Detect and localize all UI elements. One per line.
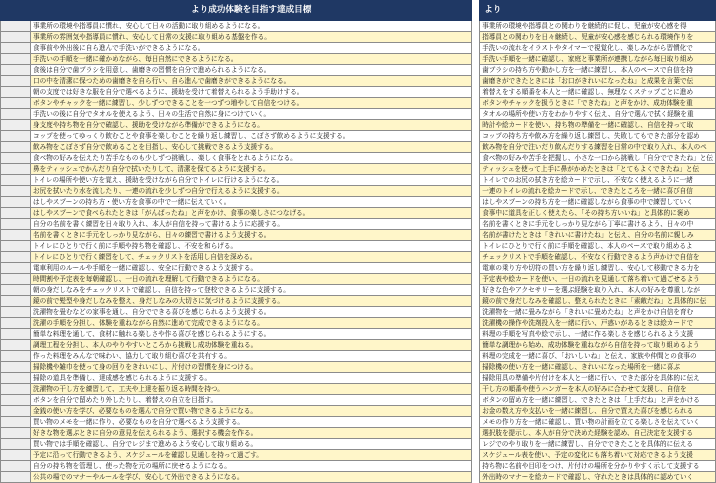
support-cell[interactable]: トイレにひとりで行く前に手順を確認し、本人のペースで取り組めるよ [480, 241, 716, 252]
goal-cell[interactable]: 自分の持ち物を管理し、使った物を元の場所に戻せるようになる。 [31, 461, 472, 472]
row-number-cell[interactable] [1, 153, 31, 164]
table-row [1, 87, 716, 98]
support-cell[interactable]: 食事中に道具を正しく使えたら、「その持ち方いいね」と具体的に褒め [480, 208, 716, 219]
support-cell[interactable]: 歯磨きができたときには「お口がきれいになったね」と成果を言葉で伝 [480, 76, 716, 87]
goal-cell[interactable]: 事業所の雰囲気や指導員に慣れ、安心して日常の支援に取り組める基盤を作る。 [31, 32, 472, 43]
row-number-cell[interactable] [1, 384, 31, 395]
spacer-cell[interactable] [472, 252, 480, 263]
row-number-cell[interactable] [1, 472, 31, 483]
table-row [1, 263, 716, 274]
table-row [1, 54, 716, 65]
spacer-cell[interactable] [472, 208, 480, 219]
support-cell[interactable]: 食べ物の好みや苦手を把握し、小さな一口から挑戦し「自分でできたね」と伝 [480, 153, 716, 164]
table-row [1, 252, 716, 263]
table-row [1, 241, 716, 252]
support-cell[interactable]: 指導員との関わりを日々継続し、児童が安心感を感じられる環境作りを [480, 32, 716, 43]
table-row [1, 362, 716, 373]
table-row [1, 76, 716, 87]
row-number-cell[interactable] [1, 230, 31, 241]
support-cell[interactable]: 掃除用具の準備や片付けを本人と一緒に行い、できた部分を具体的に伝え [480, 373, 716, 384]
row-number-cell[interactable] [1, 417, 31, 428]
support-cell[interactable]: 歯ブラシの持ち方や動かし方を一緒に練習し、本人のペースで自信を持 [480, 65, 716, 76]
table-row [1, 406, 716, 417]
spacer-cell[interactable] [472, 296, 480, 307]
row-number-cell[interactable] [1, 219, 31, 230]
table-row [1, 351, 716, 362]
table-row [1, 219, 716, 230]
goal-cell[interactable]: 洗濯物を畳むなどの家事を通し、自分でできる喜びを感じられるよう支援する。 [31, 307, 472, 318]
row-number-cell[interactable] [1, 439, 31, 450]
spacer-cell[interactable] [472, 274, 480, 285]
goal-cell[interactable]: トイレにひとりで行く練習をして、チェックリストを活用し自信を深める。 [31, 252, 472, 263]
support-cell[interactable]: 干し方の順番や使うハンガーを本人の好みに合わせて支援し、自信を [480, 384, 716, 395]
table-row [1, 65, 716, 76]
spacer-cell[interactable] [472, 230, 480, 241]
row-header-cell[interactable] [1, 1, 31, 21]
row-number-cell[interactable] [1, 285, 31, 296]
table-row [1, 186, 716, 197]
row-number-cell[interactable] [1, 241, 31, 252]
table-row [1, 395, 716, 406]
table-row [1, 285, 716, 296]
support-cell[interactable]: 洗濯機の操作や洗剤投入を一緒に行い、戸惑いがあるときは絵カードで [480, 318, 716, 329]
goal-cell[interactable]: お尻を拭いたり水を流したり、一連の流れを少しずつ自分で行えるように支援する。 [31, 186, 472, 197]
table-row [1, 230, 716, 241]
row-number-cell[interactable] [1, 164, 31, 175]
row-number-cell[interactable] [1, 65, 31, 76]
goal-cell[interactable]: ボタンを自分で留めたり外したりし、着替えの自立を目指す。 [31, 395, 472, 406]
support-cell[interactable]: 持ち物に名前や目印をつけ、片付けの場所を分かりやすく示して支援する [480, 461, 716, 472]
spacer-cell[interactable] [472, 1, 480, 21]
spacer-cell[interactable] [472, 76, 480, 87]
row-number-cell[interactable] [1, 307, 31, 318]
table-row [1, 439, 716, 450]
spacer-cell[interactable] [472, 120, 480, 131]
table-row [1, 43, 716, 54]
table-row [1, 318, 716, 329]
goal-cell[interactable]: 電車利用のルールや手順を一緒に確認し、安全に行動できるよう支援する。 [31, 263, 472, 274]
support-cell[interactable]: 鏡の前で身だしなみを確認し、整えられたときに「素敵だね」と具体的に伝 [480, 296, 716, 307]
spacer-cell[interactable] [472, 186, 480, 197]
row-number-cell[interactable] [1, 98, 31, 109]
table-row [1, 120, 716, 131]
spacer-cell[interactable] [472, 175, 480, 186]
row-number-cell[interactable] [1, 340, 31, 351]
spacer-cell[interactable] [472, 307, 480, 318]
spacer-cell[interactable] [472, 395, 480, 406]
spacer-cell[interactable] [472, 32, 480, 43]
goal-cell[interactable]: 買い物では手順を確認し、自分でレジまで進めるよう安心して取り組める。 [31, 439, 472, 450]
support-cell[interactable]: 時計や絵カードを使い、持ち物の準備を一緒に確認し、自信を持って取 [480, 120, 716, 131]
support-cell[interactable]: お金の数え方や支払いを一緒に練習し、自分で買えた喜びを感じられる [480, 406, 716, 417]
row-number-cell[interactable] [1, 76, 31, 87]
table-row [1, 373, 716, 384]
spacer-cell[interactable] [472, 450, 480, 461]
goal-cell[interactable]: 鏡の前で髪型や身だしなみを整え、身だしなみの大切さに気づけるように支援する。 [31, 296, 472, 307]
goal-cell[interactable]: 名前を書くときに手元をしっかり見ながら、日々の練習で書けるよう支援する。 [31, 230, 472, 241]
table-row [1, 461, 716, 472]
row-number-cell[interactable] [1, 274, 31, 285]
goal-cell[interactable]: 洗濯の手順を分担し、体験を重ねながら自然に進めて完成できるようになる。 [31, 318, 472, 329]
support-cell[interactable]: 名前を書くときに手元をしっかり見ながら丁寧に書けるよう、日々の中 [480, 219, 716, 230]
spacer-cell[interactable] [472, 373, 480, 384]
spacer-cell[interactable] [472, 285, 480, 296]
row-number-cell[interactable] [1, 197, 31, 208]
spacer-cell[interactable] [472, 153, 480, 164]
goal-cell[interactable]: 事業所の環境や指導員に慣れ、安心して日々の活動に取り組めるようになる。 [31, 21, 472, 32]
support-cell[interactable]: 選択肢を提示し、本人が自分で決めた経験を認め、自己決定を支援する [480, 428, 716, 439]
spacer-cell[interactable] [472, 197, 480, 208]
table-row [1, 175, 716, 186]
support-cell[interactable]: 名前が書けたときは「きれいに書けたね」と伝え、自分の名前に親しみ [480, 230, 716, 241]
spacer-cell[interactable] [472, 219, 480, 230]
spacer-cell[interactable] [472, 241, 480, 252]
row-number-cell[interactable] [1, 32, 31, 43]
spacer-cell[interactable] [472, 329, 480, 340]
goal-cell[interactable]: 飲み物をこぼさず自分で飲めることを目指し、安心して挑戦できるよう支援する。 [31, 142, 472, 153]
support-cell[interactable]: コップの持ち方や飲み方を繰り返し練習し、失敗してもできた部分を認め [480, 131, 716, 142]
table-row [1, 340, 716, 351]
spacer-cell[interactable] [472, 417, 480, 428]
spacer-cell[interactable] [472, 131, 480, 142]
goal-cell[interactable]: 鼻をティッシュでかんだり自分で拭いたりして、清潔を保てるように支援する。 [31, 164, 472, 175]
goal-cell[interactable]: はしやスプーンの持ち方・使い方を食事の中で一緒に伝えていく。 [31, 197, 472, 208]
row-number-cell[interactable] [1, 208, 31, 219]
row-number-cell[interactable] [1, 461, 31, 472]
row-number-cell[interactable] [1, 142, 31, 153]
header-row [1, 1, 716, 21]
table-row [1, 109, 716, 120]
table-row [1, 428, 716, 439]
goal-cell[interactable]: 食べ物の好みを伝えたり苦手なものも少しずつ挑戦し、楽しく食事をとれるようになる。 [31, 153, 472, 164]
support-cell[interactable]: 手洗い手順を一緒に確認し、家庭と事業所が連携しながら毎日取り組め [480, 54, 716, 65]
support-cell[interactable]: ボタンやチャックを扱うときに「できたね」と声をかけ、成功体験を重 [480, 98, 716, 109]
spacer-cell[interactable] [472, 340, 480, 351]
table-row [1, 142, 716, 153]
support-cell[interactable]: レジでのやり取りを一緒に練習し、自分でできたことを具体的に伝える [480, 439, 716, 450]
support-cell[interactable]: ティッシュを使って上手に鼻がかめたときは「とてもよくできたね」と伝 [480, 164, 716, 175]
support-cell[interactable]: 電車の乗り方や切符の買い方を繰り返し練習し、安心して移動できる力を [480, 263, 716, 274]
row-number-cell[interactable] [1, 43, 31, 54]
column-header-support[interactable]: より [480, 1, 716, 21]
row-number-cell[interactable] [1, 329, 31, 340]
goal-cell[interactable]: 手洗いの手順を一緒に確かめながら、毎日自然にできるようになる。 [31, 54, 472, 65]
table-row [1, 274, 716, 285]
goal-cell[interactable]: 自分の名前を書く練習を日々取り入れ、本人が自信を持って書けるように応援する。 [31, 219, 472, 230]
table-row [1, 32, 716, 43]
row-number-cell[interactable] [1, 450, 31, 461]
goal-cell[interactable]: トイレの場所や使い方を覚え、援助を受けながら自分でトイレに行けるようになる。 [31, 175, 472, 186]
goal-cell[interactable]: 作った料理をみんなで味わい、協力して取り組む喜びを共有する。 [31, 351, 472, 362]
support-cell[interactable]: ボタンの留め方を一緒に練習し、できたときは「上手だね」と声をかける [480, 395, 716, 406]
row-number-cell[interactable] [1, 318, 31, 329]
support-cell[interactable]: 事業所の環境や指導員との関わりを継続的に促し、児童が安心感を得 [480, 21, 716, 32]
goal-cell[interactable]: 身支度や持ち物を自分で確認し、援助を受けながら準備ができるようになる。 [31, 120, 472, 131]
support-cell[interactable]: トイレでのお尻の拭き方を絵カードで示し、不安なく使えるように一緒 [480, 175, 716, 186]
goal-cell[interactable]: 食事前や外出後に自ら進んで手洗いができるようになる。 [31, 43, 472, 54]
table-row [1, 472, 716, 483]
spacer-cell[interactable] [472, 384, 480, 395]
goal-cell[interactable]: 掃除の道具を準備し、達成感を感じられるように支援する。 [31, 373, 472, 384]
spacer-cell[interactable] [472, 428, 480, 439]
support-cell[interactable]: 簡単な調理から始め、成功体験を重ねながら自信を持って取り組めるよう [480, 340, 716, 351]
support-cell[interactable]: 一連のトイレの流れを絵カードで示し、できたところを一緒に喜び自信 [480, 186, 716, 197]
support-cell[interactable]: 掃除機の使い方を一緒に確認し、きれいになった場所を一緒に喜ぶ [480, 362, 716, 373]
spacer-cell[interactable] [472, 21, 480, 32]
spacer-cell[interactable] [472, 109, 480, 120]
goal-cell[interactable]: 朝の支度では好きな服を自分で選べるように、援助を受けて着替えられるよう手助けする。 [31, 87, 472, 98]
goal-cell[interactable]: 予定に沿って行動できるよう、スケジュールを確認し見通しを持って過ごす。 [31, 450, 472, 461]
table-row [1, 450, 716, 461]
goal-cell[interactable]: 口の中を清潔に保つための歯磨きを自ら行い、自ら進んで歯磨きができるようになる。 [31, 76, 472, 87]
column-header-goals[interactable]: より成功体験を目指す達成目標 [31, 1, 472, 21]
row-number-cell[interactable] [1, 186, 31, 197]
spacer-cell[interactable] [472, 362, 480, 373]
support-cell[interactable]: 飲み物を自分で注いだり飲んだりする練習を日常の中で取り入れ、本人のペ [480, 142, 716, 153]
row-number-cell[interactable] [1, 131, 31, 142]
row-number-cell[interactable] [1, 263, 31, 274]
support-cell[interactable]: スケジュール表を使い、予定の変化にも落ち着いて対応できるよう支援 [480, 450, 716, 461]
goal-cell[interactable]: 金銭の使い方を学び、必要なものを選んで自分で買い物できるようになる。 [31, 406, 472, 417]
goal-cell[interactable]: 手洗いの後に自分でタオルを使えるよう、日々の生活で自然に身につけていく。 [31, 109, 472, 120]
row-number-cell[interactable] [1, 406, 31, 417]
table-row [1, 417, 716, 428]
table-row [1, 153, 716, 164]
row-number-cell[interactable] [1, 54, 31, 65]
row-number-cell[interactable] [1, 120, 31, 131]
spacer-cell[interactable] [472, 54, 480, 65]
table-row [1, 164, 716, 175]
table-row [1, 208, 716, 219]
table-row [1, 384, 716, 395]
row-number-cell[interactable] [1, 252, 31, 263]
spacer-cell[interactable] [472, 472, 480, 483]
spacer-cell[interactable] [472, 142, 480, 153]
row-number-cell[interactable] [1, 351, 31, 362]
row-number-cell[interactable] [1, 428, 31, 439]
goal-cell[interactable]: 洗濯物の干し方を練習して、工夫や上達を振り返る時間を持つ。 [31, 384, 472, 395]
goal-cell[interactable]: 調理工程を分担し、本人のやりやすいところから挑戦し成功体験を重ねる。 [31, 340, 472, 351]
table-row [1, 307, 716, 318]
support-cell[interactable]: 好きな色やアクセサリーを選ぶ経験を取り入れ、本人の好みを尊重しなが [480, 285, 716, 296]
spacer-cell[interactable] [472, 164, 480, 175]
row-number-cell[interactable] [1, 296, 31, 307]
spacer-cell[interactable] [472, 43, 480, 54]
table-row [1, 98, 716, 109]
spacer-cell[interactable] [472, 351, 480, 362]
goal-cell[interactable]: ボタンやチャックを一緒に練習し、少しずつできることを一つずつ増やして自信をつける。 [31, 98, 472, 109]
goal-cell[interactable]: 食後は自分で歯ブラシを用意し、歯磨きの習慣を自分で進められるようになる。 [31, 65, 472, 76]
table-row [1, 21, 716, 32]
support-cell[interactable]: メモの作り方を一緒に確認し、買い物の計画を立てる楽しさを伝えていく [480, 417, 716, 428]
spacer-cell[interactable] [472, 98, 480, 109]
support-cell[interactable]: チェックリストで手順を確認し、不安なく行動できるよう声かけで自信を [480, 252, 716, 263]
spacer-cell[interactable] [472, 263, 480, 274]
row-number-cell[interactable] [1, 87, 31, 98]
row-number-cell[interactable] [1, 109, 31, 120]
support-cell[interactable]: 料理の手順を写真や絵で示し、一緒に作る楽しさを感じられるよう支援 [480, 329, 716, 340]
goal-cell[interactable]: はしやスプーンで食べられたときは「がんばったね」と声をかけ、食事の楽しさにつなげる。 [31, 208, 472, 219]
goal-cell[interactable]: 掃除機や雑巾を使って身の回りをきれいにし、片付けの習慣を身につける。 [31, 362, 472, 373]
support-cell[interactable]: 着替えをする順番を本人と一緒に確認し、無理なくステップごとに進め [480, 87, 716, 98]
spacer-cell[interactable] [472, 439, 480, 450]
support-cell[interactable]: 外出時のマナーを絵カードで確認し、守れたときは具体的に認めていく [480, 472, 716, 483]
spacer-cell[interactable] [472, 406, 480, 417]
goal-cell[interactable]: 公共の場でのマナーやルールを学び、安心して外出できるようになる。 [31, 472, 472, 483]
row-number-cell[interactable] [1, 395, 31, 406]
goal-cell[interactable]: 簡単な料理を通して、食材に触れる楽しさや作る喜びを感じられるようにする。 [31, 329, 472, 340]
goal-cell[interactable]: 買い物のメモを一緒に作り、必要なものを自分で選べるよう支援する。 [31, 417, 472, 428]
spacer-cell[interactable] [472, 318, 480, 329]
support-cell[interactable]: 洗濯物を一緒に畳みながら「きれいに畳めたね」と声をかけ自信を育む [480, 307, 716, 318]
spacer-cell[interactable] [472, 461, 480, 472]
table-row [1, 296, 716, 307]
table-row [1, 329, 716, 340]
row-number-cell[interactable] [1, 175, 31, 186]
support-cell[interactable]: 料理の完成を一緒に喜び、「おいしいね」と伝え、家族や仲間との食事の [480, 351, 716, 362]
table-row [1, 131, 716, 142]
goal-cell[interactable]: 朝の身だしなみをチェックリストで確認し、自信を持って登校できるように支援する。 [31, 285, 472, 296]
goal-cell[interactable]: コップを使ってゆっくり飲むことや食事を楽しむことを繰り返し練習し、こぼさず飲めるように支援する。 [31, 131, 472, 142]
spacer-cell[interactable] [472, 87, 480, 98]
row-number-cell[interactable] [1, 373, 31, 384]
row-number-cell[interactable] [1, 362, 31, 373]
table-row [1, 197, 716, 208]
support-cell[interactable]: 手洗いの流れをイラストやタイマーで視覚化し、楽しみながら習慣化で [480, 43, 716, 54]
goal-cell[interactable]: 時間割や予定表を毎朝確認し、一日の流れを理解して行動できるようになる。 [31, 274, 472, 285]
support-cell[interactable]: タオルの場所や使い方をわかりやすく伝え、自分で選んで拭く経験を重 [480, 109, 716, 120]
goal-cell[interactable]: トイレにひとりで行く前に手順や持ち物を確認し、不安を和らげる。 [31, 241, 472, 252]
support-cell[interactable]: はしやスプーンの持ち方を一緒に確認しながら食事の中で練習していく [480, 197, 716, 208]
support-cell[interactable]: 予定表や絵カードを使い、一日の流れを見通して落ち着いて過ごせるよう [480, 274, 716, 285]
row-number-cell[interactable] [1, 21, 31, 32]
goal-cell[interactable]: 好きな物を選ぶときに自分の意見を伝えられるよう、選択する機会を作る。 [31, 428, 472, 439]
spacer-cell[interactable] [472, 65, 480, 76]
